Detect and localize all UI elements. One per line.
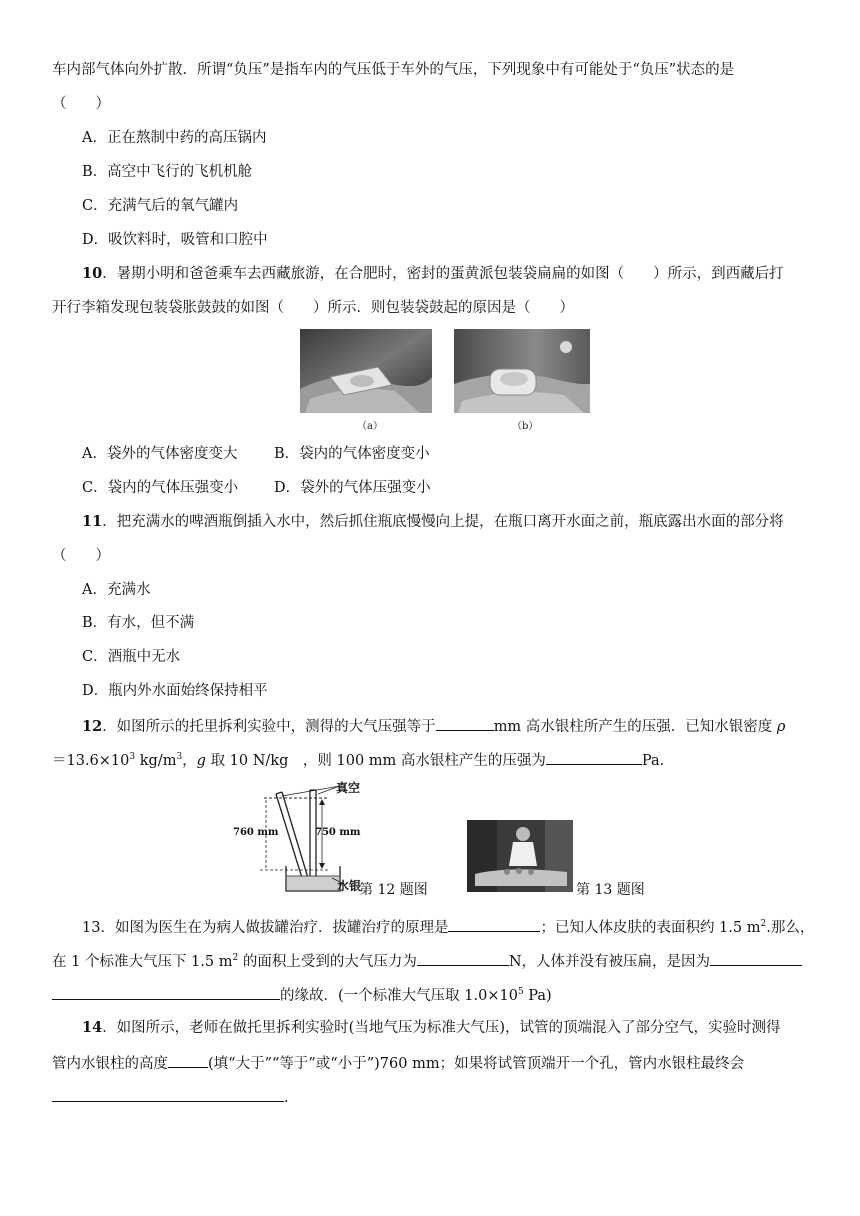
q10-option-b: B．袋内的气体密度变小	[274, 446, 430, 462]
q13-text-line1: 13．如图为医生在为病人做拔罐治疗．拔罐治疗的原理是 ；已知人体皮肤的表面积约 1.5 $m^2$.那么，	[82, 916, 814, 938]
q14-number: 14	[82, 1019, 103, 1036]
q14-blank-1[interactable]	[168, 1052, 208, 1068]
height-760-label: 760 mm	[233, 827, 279, 838]
q10-option-c: C．袋内的气体压强变小	[82, 480, 239, 496]
q14-blank-2[interactable]	[52, 1086, 284, 1102]
vacuum-label: 真空	[336, 781, 361, 795]
photo-b-caption: （b）	[512, 421, 539, 432]
q11-number: 11	[82, 513, 103, 530]
q10-option-a: A．袋外的气体密度变大	[82, 446, 238, 462]
mercury-label: 水银	[337, 879, 362, 893]
q11-text-line1: 11．把充满水的啤酒瓶倒插入水中，然后抓住瓶底慢慢向上提，在瓶口离开水面之前，瓶底露出水面的部分将	[82, 513, 784, 530]
q9-option-c: C．充满气后的氧气罐内	[82, 198, 239, 214]
q13-blank-3b[interactable]	[52, 984, 280, 1000]
q12-number: 12	[82, 718, 103, 735]
q9-option-b: B．高空中飞行的飞机机舱	[82, 164, 253, 180]
photo-a-caption: （a）	[357, 421, 383, 432]
q13-text-line3: 的缘故．(一个标准大气压取 $1.0\times 10^5$ Pa)	[52, 984, 552, 1006]
height-750-label: 750 mm	[315, 827, 361, 838]
q11-option-a: A．充满水	[82, 582, 151, 598]
q9-answer-paren: （ ）	[52, 96, 110, 112]
q12-figure-caption: 第 12 题图	[359, 882, 428, 898]
cupping-therapy-photo	[467, 820, 573, 892]
q12-blank-2[interactable]	[546, 749, 642, 765]
q10-number: 10	[82, 265, 103, 282]
q9-option-d: D．吸饮料时，吸管和口腔中	[82, 232, 268, 248]
q10-text-line1: 10．暑期小明和爸爸乘车去西藏旅游，在合肥时，密封的蛋黄派包装袋扁扁的如图（ ）所示，到西藏后打	[82, 265, 784, 282]
q13-blank-3a[interactable]	[710, 950, 802, 966]
q14-text-line1: 14．如图所示，老师在做托里拆利实验时(当地气压为标准大气压)，试管的顶端混入了部分空气，实验时测得	[82, 1019, 781, 1036]
q12-text-line2: $=13.6\times 10^3$ $kg/m^3$，g 取 10 N/kg ，则 100 mm 高水银柱产生的压强为 Pa.	[52, 749, 664, 771]
q10-option-d: D．袋外的气体压强变小	[274, 480, 431, 496]
q12-blank-1[interactable]	[436, 715, 494, 731]
q12-text-line1: 12．如图所示的托里拆利实验中，测得的大气压强等于 mm 高水银柱所产生的压强．已知水银密度 ρ	[82, 715, 785, 737]
q9-text: 车内部气体向外扩散．所谓“负压”是指车内的气压低于车外的气压，下列现象中有可能处于“负压”状态的是	[52, 62, 735, 78]
q14-text-line2: 管内水银柱的高度 (填“大于”“等于”或“小于”)760 mm；如果将试管顶端开一个孔，管内水银柱最终会	[52, 1052, 744, 1074]
q11-option-d: D．瓶内外水面始终保持相平	[82, 683, 268, 699]
q14-text-line3: .	[52, 1086, 289, 1108]
q10-text-line2: 开行李箱发现包装袋胀鼓鼓的如图（ ）所示．则包装袋鼓起的原因是（ ）	[52, 300, 574, 316]
q13-blank-1[interactable]	[448, 916, 540, 932]
q13-blank-2[interactable]	[417, 950, 509, 966]
q13-figure-caption: 第 13 题图	[576, 882, 645, 898]
bag-flat-photo	[300, 329, 432, 413]
q13-text-line2: 在 1 个标准大气压下 1.5 $m^2$ 的面积上受到的大气压力为 N，人体并没有被压扁，是因为	[52, 950, 802, 972]
q9-option-a: A．正在熬制中药的高压锅内	[82, 130, 267, 146]
q11-answer-paren: （ ）	[52, 548, 110, 564]
q11-option-b: B．有水，但不满	[82, 615, 195, 631]
bag-inflated-photo	[454, 329, 590, 413]
q11-option-c: C．酒瓶中无水	[82, 649, 181, 665]
